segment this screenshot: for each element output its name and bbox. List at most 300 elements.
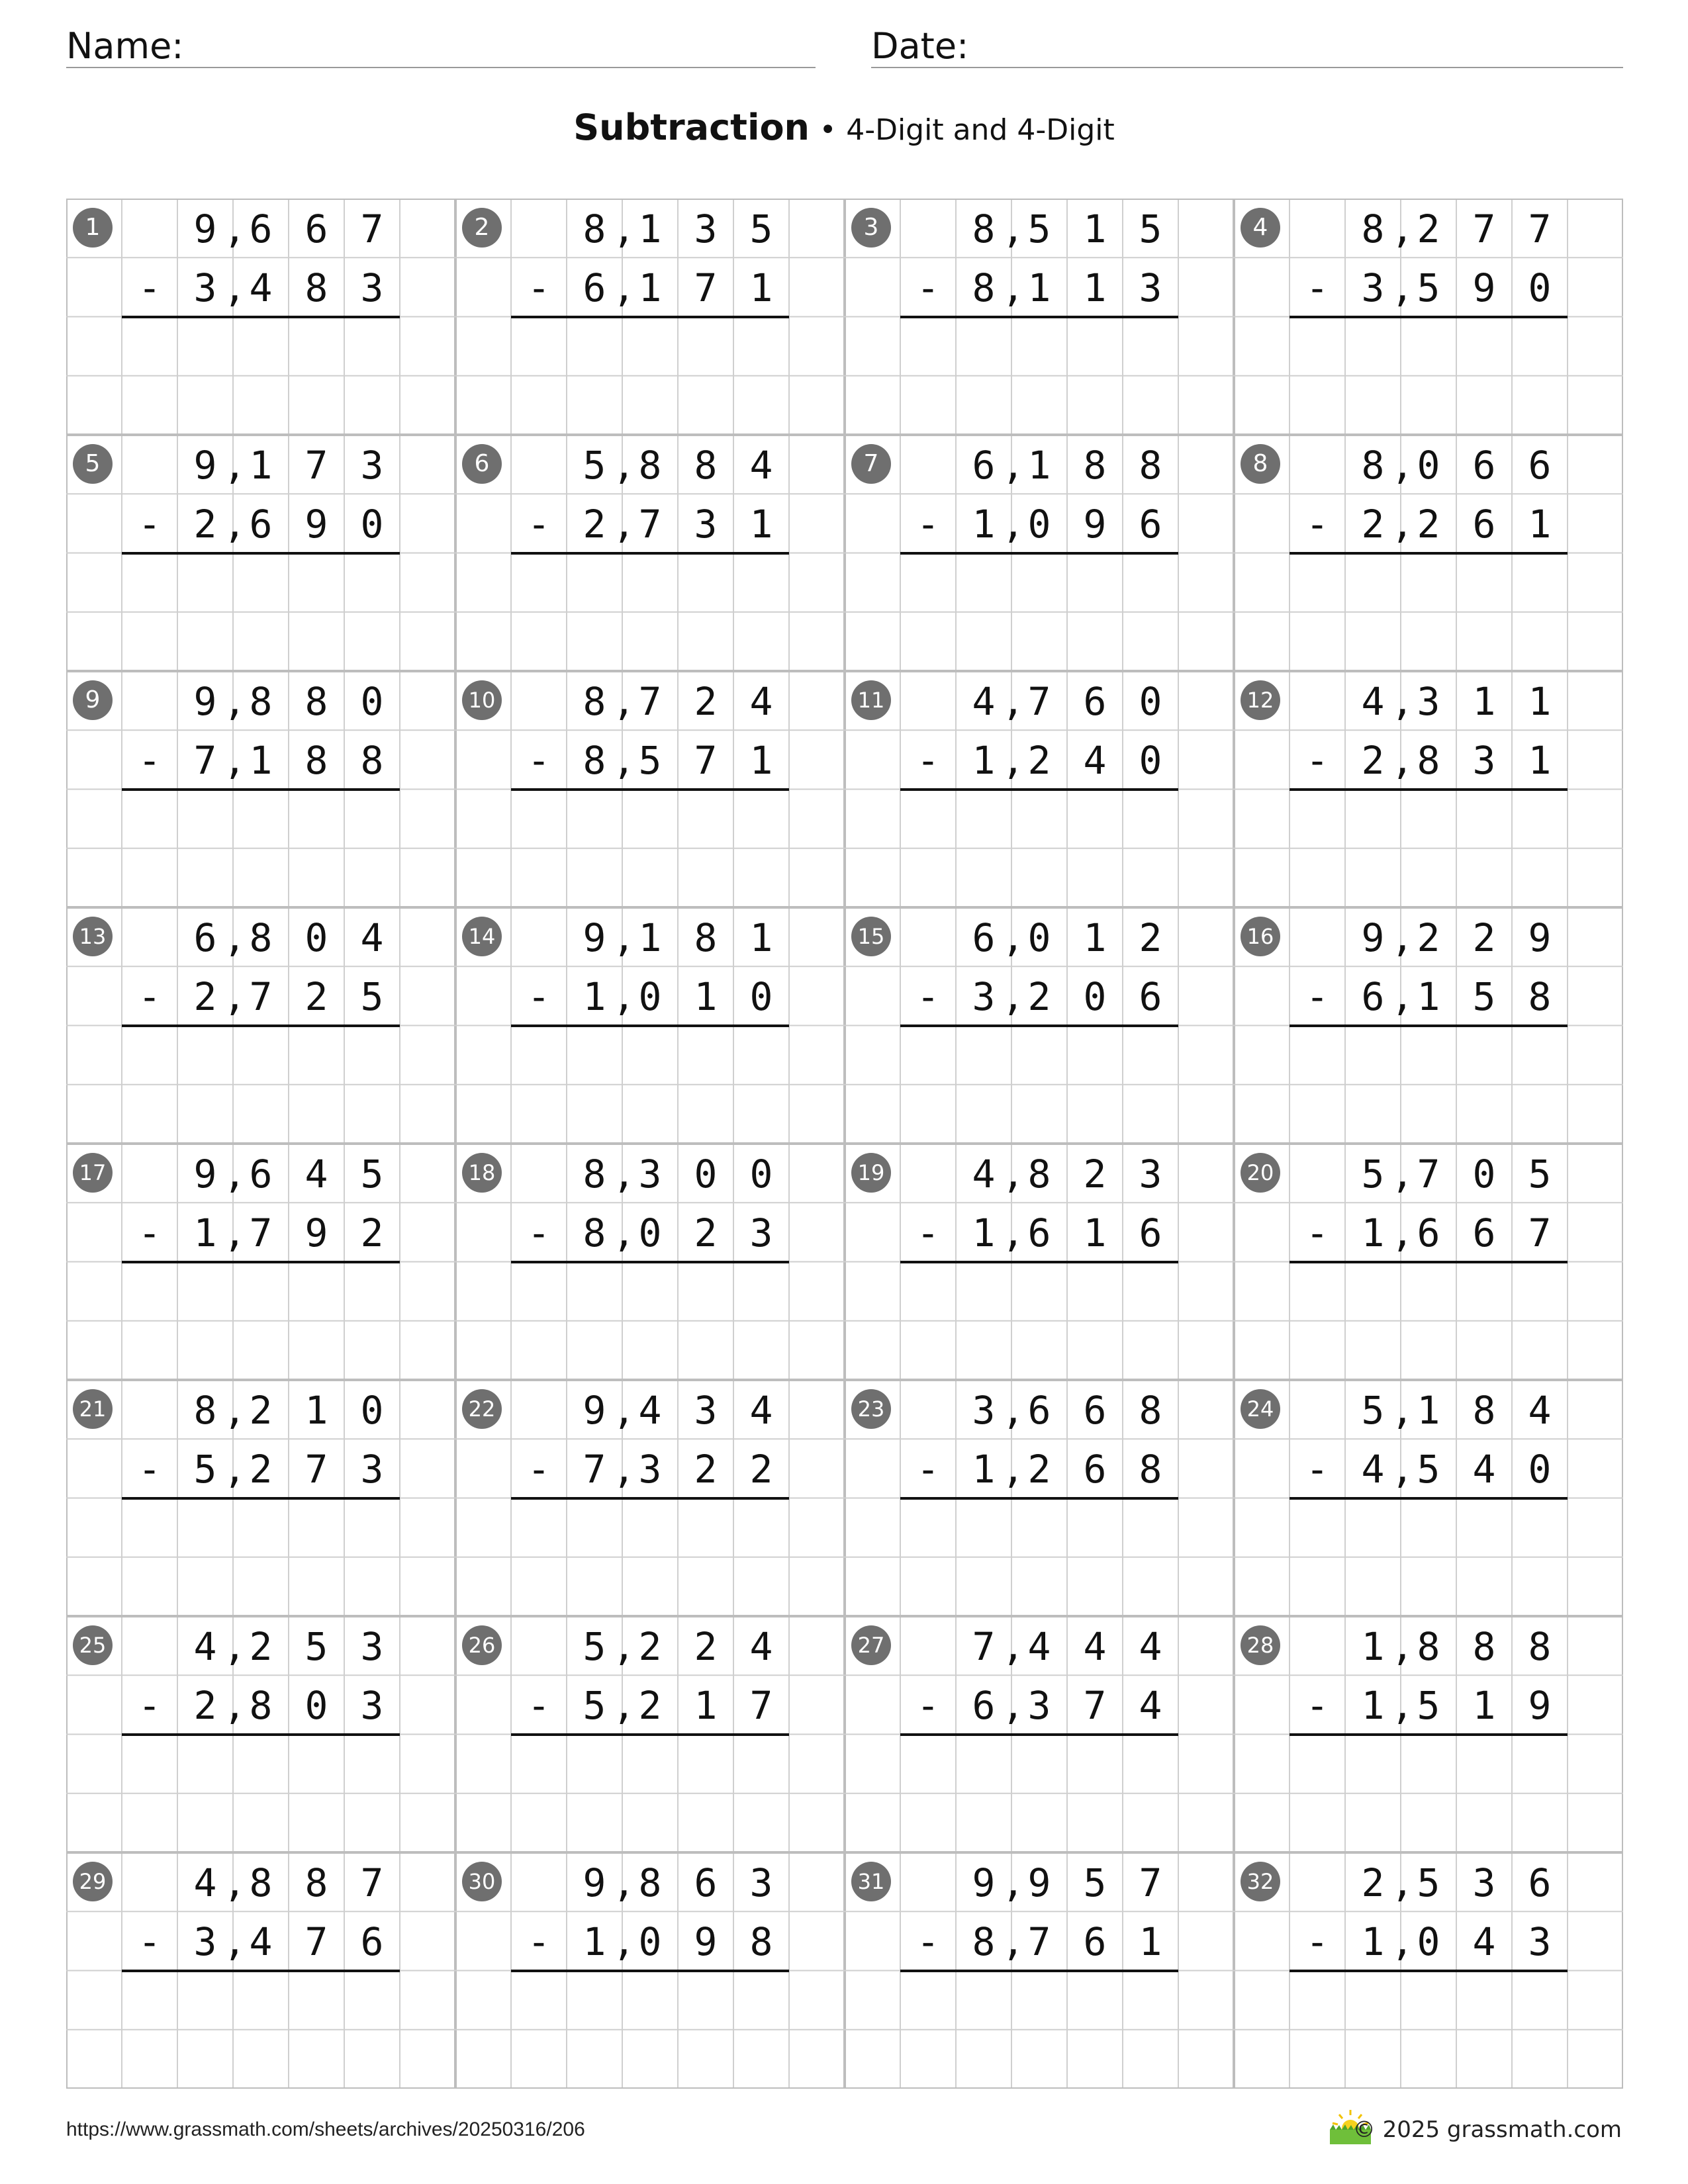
bottom-digit: 2 — [1361, 738, 1385, 784]
bottom-digit: 1 — [1361, 1683, 1385, 1729]
bottom-digit: 7 — [1083, 1683, 1107, 1729]
bottom-digit: 3 — [972, 974, 996, 1020]
problem-number-badge: 29 — [73, 1862, 113, 1901]
bottom-digit: 4 — [1361, 1447, 1385, 1492]
answer-rule — [122, 316, 400, 318]
bottom-digit: 7 — [694, 265, 718, 311]
bottom-digit: 1 — [694, 974, 718, 1020]
bottom-digit: 2 — [749, 1447, 773, 1492]
top-digit: 1 — [1083, 206, 1107, 251]
problem-number-badge: 20 — [1241, 1153, 1280, 1193]
bottom-digit: 6 — [1083, 1919, 1107, 1965]
minus-sign: - — [527, 974, 551, 1020]
answer-rule — [511, 1497, 789, 1500]
top-comma: , — [1391, 1860, 1414, 1905]
problem-number-badge: 17 — [73, 1153, 113, 1193]
top-digit: 8 — [583, 206, 606, 251]
answer-rule — [511, 1970, 789, 1972]
top-digit: 3 — [972, 1388, 996, 1433]
top-digit: 9 — [193, 443, 217, 488]
top-comma: , — [1391, 679, 1414, 724]
top-digit: 3 — [360, 1624, 384, 1669]
bottom-comma: , — [1002, 1919, 1025, 1965]
problem-number-badge: 6 — [462, 444, 502, 484]
bottom-digit: 2 — [1027, 738, 1051, 784]
problem-number-badge: 14 — [462, 917, 502, 956]
bottom-comma: , — [612, 738, 635, 784]
problem-number-badge: 22 — [462, 1389, 502, 1429]
top-digit: 4 — [193, 1860, 217, 1905]
answer-rule — [122, 1261, 400, 1263]
bottom-comma: , — [1391, 1447, 1414, 1492]
bottom-digit: 0 — [638, 1919, 662, 1965]
top-digit: 4 — [749, 443, 773, 488]
minus-sign: - — [527, 502, 551, 547]
top-digit: 2 — [694, 1624, 718, 1669]
top-digit: 3 — [694, 206, 718, 251]
top-comma: , — [223, 443, 246, 488]
top-digit: 4 — [972, 1152, 996, 1197]
bottom-digit: 4 — [1472, 1919, 1496, 1965]
top-digit: 2 — [249, 1624, 273, 1669]
bottom-digit: 3 — [193, 265, 217, 311]
top-comma: , — [612, 443, 635, 488]
bottom-digit: 6 — [360, 1919, 384, 1965]
bottom-digit: 9 — [694, 1919, 718, 1965]
bottom-digit: 0 — [305, 1683, 328, 1729]
top-digit: 7 — [360, 206, 384, 251]
bottom-digit: 8 — [305, 738, 328, 784]
top-comma: , — [1002, 1388, 1025, 1433]
problem-number-badge: 7 — [851, 444, 891, 484]
minus-sign: - — [916, 738, 940, 784]
top-digit: 8 — [305, 679, 328, 724]
bottom-digit: 4 — [1139, 1683, 1162, 1729]
bottom-comma: , — [612, 1919, 635, 1965]
bottom-digit: 5 — [1417, 265, 1440, 311]
minus-sign: - — [916, 974, 940, 1020]
top-digit: 4 — [305, 1152, 328, 1197]
bottom-comma: , — [1391, 1919, 1414, 1965]
top-digit: 5 — [749, 206, 773, 251]
top-comma: , — [612, 915, 635, 960]
bottom-comma: , — [612, 265, 635, 311]
top-digit: 0 — [305, 915, 328, 960]
answer-rule — [122, 552, 400, 555]
answer-rule — [511, 1024, 789, 1027]
answer-rule — [511, 316, 789, 318]
minus-sign: - — [527, 1683, 551, 1729]
answer-rule — [1289, 1497, 1568, 1500]
top-digit: 4 — [749, 1624, 773, 1669]
top-digit: 9 — [583, 1860, 606, 1905]
bottom-digit: 0 — [360, 502, 384, 547]
top-digit: 2 — [1361, 1860, 1385, 1905]
top-digit: 6 — [1528, 1860, 1552, 1905]
bottom-digit: 1 — [193, 1210, 217, 1256]
top-digit: 4 — [749, 679, 773, 724]
bottom-digit: 1 — [1417, 974, 1440, 1020]
problem-number-badge: 1 — [73, 208, 113, 248]
minus-sign: - — [138, 265, 162, 311]
bottom-digit: 6 — [972, 1683, 996, 1729]
bottom-digit: 8 — [583, 738, 606, 784]
bottom-digit: 6 — [1139, 502, 1162, 547]
bottom-comma: , — [1391, 265, 1414, 311]
bottom-digit: 6 — [1083, 1447, 1107, 1492]
bottom-digit: 1 — [1361, 1919, 1385, 1965]
top-digit: 1 — [1472, 679, 1496, 724]
top-digit: 1 — [1027, 443, 1051, 488]
top-digit: 1 — [1361, 1624, 1385, 1669]
problem-number-badge: 9 — [73, 680, 113, 720]
top-digit: 8 — [638, 443, 662, 488]
problem-number-badge: 4 — [1241, 208, 1280, 248]
bottom-comma: , — [223, 1447, 246, 1492]
top-comma: , — [223, 1152, 246, 1197]
problem-number-badge: 19 — [851, 1153, 891, 1193]
top-comma: , — [612, 206, 635, 251]
answer-rule — [900, 1733, 1178, 1736]
top-digit: 5 — [1139, 206, 1162, 251]
top-digit: 4 — [1361, 679, 1385, 724]
top-digit: 5 — [583, 443, 606, 488]
top-comma: , — [1391, 1624, 1414, 1669]
bottom-digit: 1 — [972, 1210, 996, 1256]
bottom-comma: , — [1002, 502, 1025, 547]
bottom-digit: 0 — [638, 1210, 662, 1256]
bottom-digit: 6 — [249, 502, 273, 547]
bottom-digit: 1 — [249, 738, 273, 784]
problem-number-badge: 32 — [1241, 1862, 1280, 1901]
top-digit: 1 — [749, 915, 773, 960]
bottom-digit: 6 — [1472, 1210, 1496, 1256]
title-subtitle: 4-Digit and 4-Digit — [846, 113, 1115, 147]
bottom-digit: 3 — [749, 1210, 773, 1256]
bottom-digit: 4 — [249, 265, 273, 311]
bottom-digit: 8 — [360, 738, 384, 784]
top-digit: 6 — [1083, 679, 1107, 724]
top-digit: 0 — [1139, 679, 1162, 724]
title-main: Subtraction — [573, 107, 810, 148]
top-digit: 8 — [1139, 1388, 1162, 1433]
bottom-digit: 1 — [1472, 1683, 1496, 1729]
bottom-digit: 2 — [1027, 1447, 1051, 1492]
top-digit: 9 — [583, 1388, 606, 1433]
top-digit: 7 — [360, 1860, 384, 1905]
bottom-digit: 7 — [1528, 1210, 1552, 1256]
answer-rule — [511, 788, 789, 791]
bottom-digit: 3 — [1528, 1919, 1552, 1965]
top-digit: 3 — [360, 443, 384, 488]
top-digit: 6 — [1472, 443, 1496, 488]
problem-number-badge: 18 — [462, 1153, 502, 1193]
bottom-digit: 8 — [305, 265, 328, 311]
minus-sign: - — [138, 1447, 162, 1492]
bottom-digit: 4 — [1472, 1447, 1496, 1492]
top-digit: 2 — [1083, 1152, 1107, 1197]
top-digit: 7 — [972, 1624, 996, 1669]
top-digit: 8 — [1361, 206, 1385, 251]
problem-number-badge: 30 — [462, 1862, 502, 1901]
top-digit: 5 — [1027, 206, 1051, 251]
top-digit: 7 — [1139, 1860, 1162, 1905]
bottom-comma: , — [1002, 1210, 1025, 1256]
minus-sign: - — [1305, 974, 1329, 1020]
answer-rule — [900, 1261, 1178, 1263]
minus-sign: - — [1305, 738, 1329, 784]
bottom-digit: 4 — [1083, 738, 1107, 784]
top-digit: 7 — [1472, 206, 1496, 251]
top-digit: 8 — [583, 1152, 606, 1197]
top-digit: 6 — [249, 206, 273, 251]
top-digit: 8 — [1361, 443, 1385, 488]
bottom-digit: 0 — [1083, 974, 1107, 1020]
top-comma: , — [223, 915, 246, 960]
top-digit: 2 — [1139, 915, 1162, 960]
bottom-comma: , — [612, 1447, 635, 1492]
bottom-digit: 2 — [1361, 502, 1385, 547]
bottom-digit: 3 — [360, 265, 384, 311]
top-digit: 8 — [1139, 443, 1162, 488]
bottom-digit: 3 — [193, 1919, 217, 1965]
top-digit: 8 — [305, 1860, 328, 1905]
bottom-digit: 2 — [305, 974, 328, 1020]
bottom-digit: 4 — [249, 1919, 273, 1965]
minus-sign: - — [1305, 265, 1329, 311]
bottom-comma: , — [223, 1919, 246, 1965]
bottom-comma: , — [1391, 502, 1414, 547]
bottom-digit: 1 — [638, 265, 662, 311]
top-comma: , — [1391, 1388, 1414, 1433]
top-digit: 6 — [1528, 443, 1552, 488]
minus-sign: - — [916, 1683, 940, 1729]
top-digit: 9 — [972, 1860, 996, 1905]
bottom-digit: 1 — [749, 738, 773, 784]
bottom-comma: , — [223, 1210, 246, 1256]
answer-rule — [511, 1261, 789, 1263]
bottom-digit: 3 — [638, 1447, 662, 1492]
top-digit: 5 — [1417, 1860, 1440, 1905]
bottom-digit: 0 — [1528, 265, 1552, 311]
top-comma: , — [1002, 915, 1025, 960]
bottom-digit: 7 — [638, 502, 662, 547]
bottom-digit: 3 — [1139, 265, 1162, 311]
answer-rule — [122, 1024, 400, 1027]
top-digit: 5 — [1361, 1388, 1385, 1433]
bottom-digit: 0 — [1139, 738, 1162, 784]
bottom-digit: 0 — [749, 974, 773, 1020]
problem-number-badge: 26 — [462, 1625, 502, 1665]
bottom-digit: 5 — [360, 974, 384, 1020]
bottom-digit: 0 — [1027, 502, 1051, 547]
answer-rule — [900, 1970, 1178, 1972]
top-digit: 0 — [694, 1152, 718, 1197]
top-digit: 7 — [305, 443, 328, 488]
top-digit: 6 — [305, 206, 328, 251]
top-digit: 9 — [193, 206, 217, 251]
answer-rule — [900, 552, 1178, 555]
top-digit: 4 — [360, 915, 384, 960]
minus-sign: - — [1305, 1210, 1329, 1256]
bottom-digit: 6 — [1027, 1210, 1051, 1256]
bottom-digit: 5 — [1472, 974, 1496, 1020]
answer-rule — [1289, 552, 1568, 555]
bottom-digit: 3 — [1472, 738, 1496, 784]
date-line[interactable] — [871, 67, 1623, 68]
bottom-digit: 5 — [1417, 1683, 1440, 1729]
top-digit: 8 — [972, 206, 996, 251]
bottom-digit: 9 — [1528, 1683, 1552, 1729]
bottom-comma: , — [223, 1683, 246, 1729]
minus-sign: - — [527, 738, 551, 784]
top-digit: 6 — [972, 915, 996, 960]
top-digit: 8 — [694, 915, 718, 960]
bottom-comma: , — [1391, 1210, 1414, 1256]
bottom-digit: 9 — [305, 1210, 328, 1256]
minus-sign: - — [138, 502, 162, 547]
top-digit: 6 — [694, 1860, 718, 1905]
title-bullet: • — [819, 113, 837, 147]
bottom-digit: 1 — [583, 974, 606, 1020]
top-digit: 4 — [749, 1388, 773, 1433]
top-digit: 4 — [1027, 1624, 1051, 1669]
top-digit: 3 — [638, 1152, 662, 1197]
bottom-digit: 6 — [1139, 974, 1162, 1020]
bottom-digit: 8 — [749, 1919, 773, 1965]
top-digit: 7 — [638, 679, 662, 724]
top-comma: , — [223, 679, 246, 724]
top-digit: 6 — [972, 443, 996, 488]
top-digit: 5 — [583, 1624, 606, 1669]
top-comma: , — [223, 1624, 246, 1669]
top-digit: 8 — [1472, 1624, 1496, 1669]
top-comma: , — [612, 1388, 635, 1433]
bottom-digit: 6 — [1139, 1210, 1162, 1256]
top-digit: 3 — [1139, 1152, 1162, 1197]
bottom-comma: , — [223, 974, 246, 1020]
bottom-digit: 3 — [360, 1447, 384, 1492]
top-digit: 1 — [305, 1388, 328, 1433]
top-digit: 1 — [1417, 1388, 1440, 1433]
top-digit: 8 — [638, 1860, 662, 1905]
bottom-digit: 1 — [1083, 1210, 1107, 1256]
bottom-digit: 2 — [193, 1683, 217, 1729]
top-digit: 0 — [1027, 915, 1051, 960]
bottom-digit: 7 — [305, 1447, 328, 1492]
bottom-digit: 6 — [1472, 502, 1496, 547]
top-digit: 2 — [1472, 915, 1496, 960]
bottom-comma: , — [1002, 974, 1025, 1020]
top-digit: 6 — [193, 915, 217, 960]
bottom-digit: 2 — [193, 974, 217, 1020]
top-comma: , — [1391, 443, 1414, 488]
problem-number-badge: 3 — [851, 208, 891, 248]
problem-number-badge: 31 — [851, 1862, 891, 1901]
bottom-digit: 0 — [638, 974, 662, 1020]
bottom-digit: 1 — [749, 265, 773, 311]
bottom-digit: 2 — [638, 1683, 662, 1729]
problem-number-badge: 15 — [851, 917, 891, 956]
top-digit: 4 — [972, 679, 996, 724]
top-comma: , — [1002, 1860, 1025, 1905]
top-digit: 1 — [638, 915, 662, 960]
top-digit: 1 — [1528, 679, 1552, 724]
bottom-digit: 9 — [305, 502, 328, 547]
bottom-digit: 7 — [749, 1683, 773, 1729]
bottom-digit: 8 — [972, 265, 996, 311]
top-digit: 2 — [1417, 206, 1440, 251]
problem-number-badge: 25 — [73, 1625, 113, 1665]
problem-number-badge: 11 — [851, 680, 891, 720]
bottom-digit: 1 — [1528, 738, 1552, 784]
page-title — [0, 106, 1688, 152]
top-digit: 0 — [749, 1152, 773, 1197]
bottom-digit: 8 — [1417, 738, 1440, 784]
top-comma: , — [1002, 679, 1025, 724]
bottom-digit: 7 — [1027, 1919, 1051, 1965]
bottom-digit: 5 — [583, 1683, 606, 1729]
bottom-comma: , — [1002, 265, 1025, 311]
bottom-digit: 3 — [360, 1683, 384, 1729]
minus-sign: - — [916, 502, 940, 547]
bottom-digit: 8 — [583, 1210, 606, 1256]
bottom-digit: 9 — [1083, 502, 1107, 547]
top-digit: 1 — [1083, 915, 1107, 960]
top-digit: 3 — [1472, 1860, 1496, 1905]
bottom-digit: 1 — [972, 738, 996, 784]
minus-sign: - — [916, 265, 940, 311]
top-comma: , — [612, 1860, 635, 1905]
bottom-comma: , — [1391, 738, 1414, 784]
bottom-comma: , — [223, 502, 246, 547]
minus-sign: - — [138, 1683, 162, 1729]
bottom-digit: 6 — [1361, 974, 1385, 1020]
bottom-digit: 2 — [249, 1447, 273, 1492]
top-comma: , — [223, 1860, 246, 1905]
bottom-digit: 0 — [1417, 1919, 1440, 1965]
top-digit: 9 — [193, 1152, 217, 1197]
problem-number-badge: 10 — [462, 680, 502, 720]
answer-rule — [900, 788, 1178, 791]
name-label: Name: — [66, 25, 184, 67]
bottom-digit: 0 — [1528, 1447, 1552, 1492]
answer-rule — [122, 1497, 400, 1500]
top-digit: 1 — [638, 206, 662, 251]
top-digit: 8 — [249, 679, 273, 724]
bottom-digit: 2 — [1027, 974, 1051, 1020]
minus-sign: - — [916, 1210, 940, 1256]
name-line[interactable] — [66, 67, 816, 68]
top-digit: 5 — [1361, 1152, 1385, 1197]
top-comma: , — [223, 206, 246, 251]
bottom-digit: 1 — [1139, 1919, 1162, 1965]
bottom-comma: , — [1002, 1447, 1025, 1492]
top-digit: 3 — [749, 1860, 773, 1905]
footer-copyright: © 2025 grassmath.com — [1352, 2116, 1622, 2143]
bottom-digit: 7 — [249, 974, 273, 1020]
problem-number-badge: 2 — [462, 208, 502, 248]
top-digit: 4 — [1083, 1624, 1107, 1669]
minus-sign: - — [916, 1919, 940, 1965]
top-digit: 8 — [1472, 1388, 1496, 1433]
top-comma: , — [1391, 206, 1414, 251]
problem-number-badge: 28 — [1241, 1625, 1280, 1665]
top-digit: 3 — [1417, 679, 1440, 724]
top-digit: 5 — [1083, 1860, 1107, 1905]
answer-rule — [1289, 788, 1568, 791]
answer-rule — [1289, 316, 1568, 318]
